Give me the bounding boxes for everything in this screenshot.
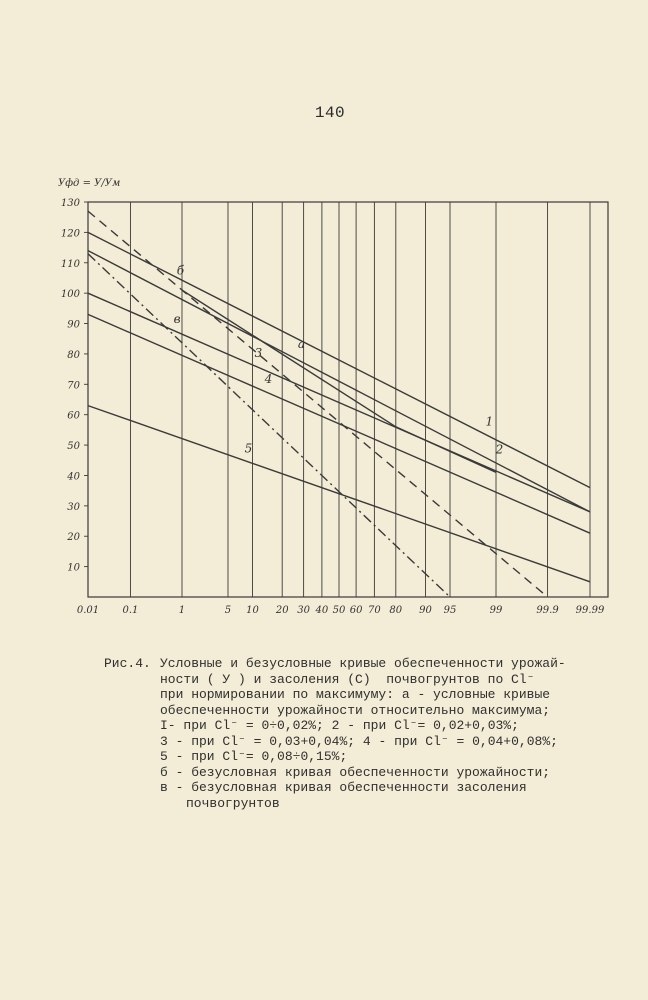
caption-line-4: обеспеченности урожайности относительно максимума;	[160, 702, 551, 718]
page-number: 140	[314, 104, 346, 122]
y-tick-label: 100	[60, 289, 80, 301]
y-tick-label: 20	[67, 532, 80, 544]
x-tick-label: 90	[419, 605, 432, 616]
y-tick-label: 10	[67, 562, 80, 574]
x-tick-label: 50	[332, 605, 346, 616]
curve-label-1: 1	[485, 414, 494, 429]
x-tick-label: 0.01	[76, 605, 100, 616]
curve-label-5: 5	[244, 441, 253, 456]
x-tick-label: 5	[224, 605, 232, 616]
x-tick-label: 20	[275, 605, 289, 616]
x-tick-label: 99.9	[536, 605, 559, 616]
y-tick-label: 110	[60, 258, 80, 270]
curve-label-4: 4	[264, 371, 273, 386]
y-axis-label: Уфд = У/Ум	[58, 178, 121, 189]
curve-label-в: в	[173, 312, 181, 327]
legend-line-b: б - безусловная кривая обеспеченности урожайности;	[160, 764, 551, 780]
legend-line-v2: почвогрунтов	[186, 795, 280, 811]
y-tick-label: 70	[67, 380, 80, 392]
x-tick-label: 95	[443, 605, 457, 616]
y-tick-label: 40	[67, 471, 80, 483]
plot-frame	[88, 202, 608, 597]
curve-label-б: б	[176, 263, 185, 278]
x-tick-label: 0.1	[122, 605, 139, 616]
y-tick-label: 120	[60, 228, 80, 240]
x-tick-label: 40	[315, 605, 329, 616]
x-tick-label: 99.99	[575, 605, 605, 616]
caption-line-3: при нормировании по максимуму: а - условные кривые	[160, 687, 551, 702]
y-tick-label: 90	[67, 319, 80, 331]
caption-line-1: Условные и безусловные кривые обеспеченности урожай-	[160, 656, 566, 671]
legend-line-3: 3 - при Cl⁻ = 0,03+0,04%; 4 - при Cl⁻ = 0,04+0,08%;	[160, 733, 558, 749]
curve-б	[88, 211, 548, 597]
x-tick-label: 10	[246, 605, 259, 616]
legend-line-1: I- при Cl⁻ = 0÷0,02%; 2 - при Cl⁻= 0,02+0,03%;	[160, 718, 519, 733]
x-tick-label: 60	[349, 605, 363, 616]
y-tick-label: 30	[67, 501, 80, 513]
legend-line-5: 5 - при Cl⁻= 0,08÷0,15%;	[160, 749, 348, 764]
x-tick-label: 99	[489, 605, 503, 616]
curve-label-а: а	[297, 336, 306, 351]
curve-label-2: 2	[495, 442, 504, 457]
figure-caption	[104, 656, 584, 811]
curve-label-3: 3	[254, 346, 263, 361]
y-tick-label: 80	[67, 349, 80, 361]
y-tick-label: 50	[67, 441, 80, 453]
x-tick-label: 70	[368, 605, 381, 616]
x-tick-label: 1	[178, 605, 186, 616]
x-tick-label: 30	[297, 605, 310, 616]
y-tick-label: 130	[60, 198, 80, 209]
x-tick-label: 80	[389, 605, 403, 616]
legend-line-v: в - безусловная кривая обеспеченности засоления	[160, 780, 527, 795]
caption-line-2: ности ( У ) и засоления (С) почвогрунтов по Cl⁻	[160, 671, 535, 687]
y-tick-label: 60	[67, 410, 80, 422]
figure-label: Рис.4.	[104, 656, 151, 671]
